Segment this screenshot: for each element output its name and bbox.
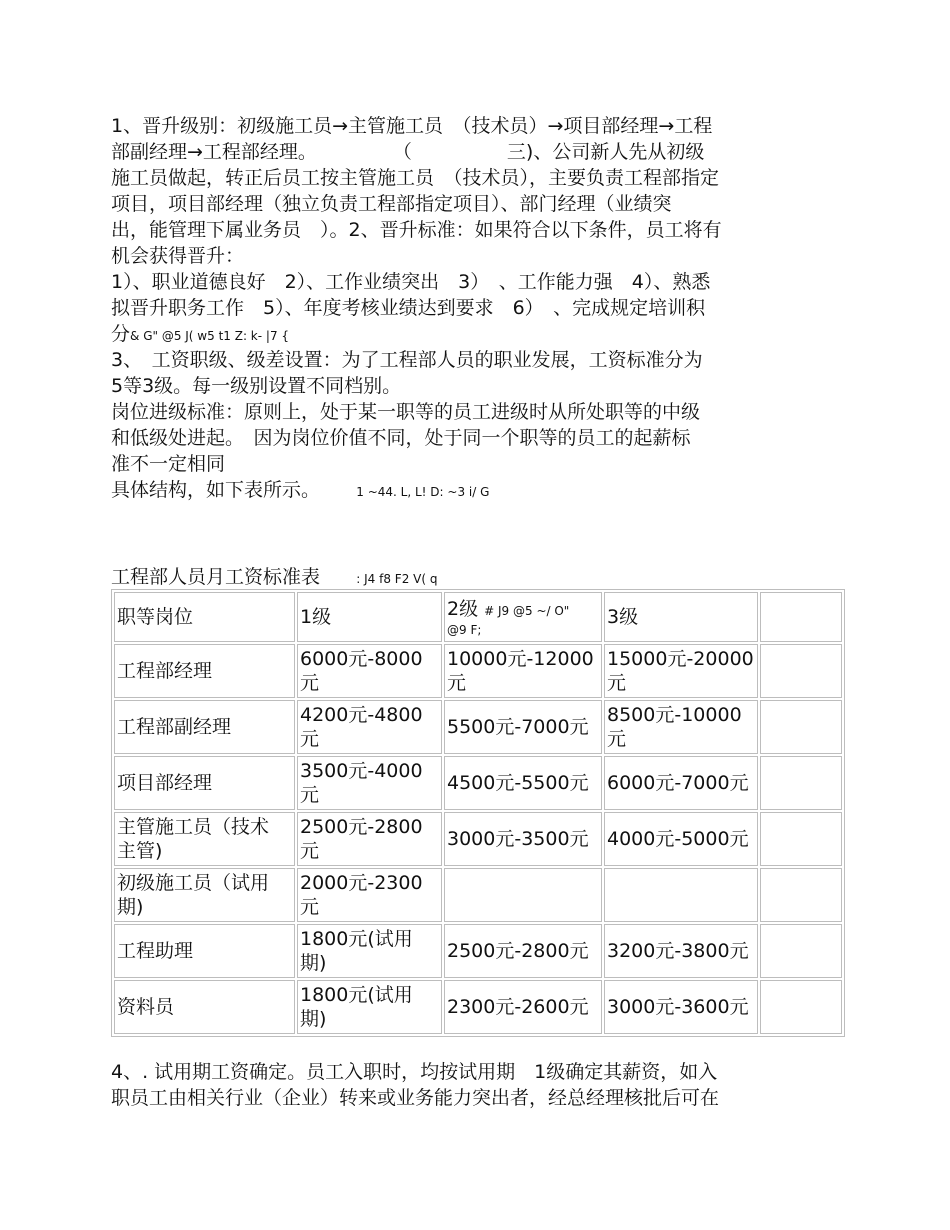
- cell-text-line: 2500元-2800元: [447, 940, 589, 962]
- cell-text-line: 1800元(试用: [300, 984, 413, 1006]
- text-line: 1）、职业道德良好 2）、工作业绩突出 3） 、工作能力强 4）、熟悉: [111, 271, 711, 293]
- cell-level2: [444, 868, 602, 922]
- cell-empty: [760, 644, 842, 698]
- text-line: 和低级处进起。 因为岗位价值不同，处于同一个职等的员工的起薪标: [111, 427, 691, 449]
- cell-post: [114, 980, 295, 1034]
- table-row: [114, 980, 842, 1034]
- cell-level3: [604, 644, 758, 698]
- cell-text-line: 工程助理: [117, 940, 194, 962]
- cell-text-line: 元: [300, 840, 320, 862]
- cell-level2: [444, 644, 602, 698]
- cell-text-line: 主管施工员（技术: [117, 816, 270, 838]
- cell-text-line: 3000元-3500元: [447, 828, 589, 850]
- header-cell-empty: [760, 592, 842, 642]
- cell-text-line: 4500元-5500元: [447, 772, 589, 794]
- table-row: [114, 868, 842, 922]
- cell-level3: [604, 924, 758, 978]
- cell-post: [114, 868, 295, 922]
- text-line: 3、 工资职级、级差设置：为了工程部人员的职业发展，工资标准分为: [111, 349, 703, 371]
- text-line: 部副经理→工程部经理。 （ 三)、公司新人先从初级: [111, 141, 705, 163]
- cell-text-line: 初级施工员（试用: [117, 872, 270, 894]
- cell-text-line: 元: [447, 672, 467, 694]
- cell-post: [114, 924, 295, 978]
- text-fragment: 分: [111, 323, 131, 345]
- text-line: 5等3级。每一级别设置不同档别。: [111, 375, 402, 397]
- table-row: [114, 924, 842, 978]
- cell-text-line: 1800元(试用: [300, 928, 413, 950]
- cell-text-line: 2300元-2600元: [447, 996, 589, 1018]
- intro-paragraph: [111, 113, 811, 503]
- table-row: [114, 644, 842, 698]
- cell-text-line: 工程部副经理: [117, 716, 232, 738]
- cell-text-line: 3000元-3600元: [607, 996, 749, 1018]
- cell-level2: [444, 812, 602, 866]
- cell-level3: [604, 980, 758, 1034]
- header-level2-label: 2级: [447, 597, 479, 620]
- text-line: 4、. 试用期工资确定。员工入职时，均按试用期 1级确定其薪资，如入: [111, 1061, 718, 1083]
- cell-empty: [760, 756, 842, 810]
- cell-text-line: 元: [607, 728, 627, 750]
- cell-text-line: 元: [300, 728, 320, 750]
- cell-level3: [604, 700, 758, 754]
- cell-level2: [444, 756, 602, 810]
- cell-text-line: 资料员: [117, 996, 175, 1018]
- text-fragment: 具体结构，如下表所示。: [111, 479, 321, 501]
- caption-text: 工程部人员月工资标准表: [111, 566, 321, 588]
- cell-text-line: 元: [300, 672, 320, 694]
- cell-text-line: 5500元-7000元: [447, 716, 589, 738]
- cell-level1: [297, 812, 442, 866]
- cell-level1: [297, 924, 442, 978]
- outro-paragraph: [111, 1059, 811, 1111]
- cell-text-line: 期): [300, 1008, 327, 1030]
- cell-text-line: 6000元-7000元: [607, 772, 749, 794]
- text-line: [111, 477, 811, 503]
- text-line: 项目，项目部经理（独立负责工程部指定项目）、部门经理（业绩突: [111, 193, 672, 215]
- text-line: [111, 321, 811, 347]
- header-cell-level1: 1级: [297, 592, 442, 642]
- text-line: 岗位进级标准：原则上，处于某一职等的员工进级时从所处职等的中级: [111, 401, 701, 423]
- cell-level1: [297, 756, 442, 810]
- cell-text-line: 主管): [117, 840, 163, 862]
- cell-post: [114, 644, 295, 698]
- cell-empty: [760, 868, 842, 922]
- cell-post: [114, 812, 295, 866]
- text-line: 准不一定相同: [111, 453, 226, 475]
- header-cell-level3: 3级: [604, 592, 758, 642]
- cell-text-line: 期): [117, 896, 144, 918]
- cell-level2: [444, 700, 602, 754]
- salary-table: [111, 589, 845, 1037]
- noise-text: # J9 @5 ~/ O": [484, 603, 570, 618]
- cell-text-line: 3500元-4000: [300, 760, 423, 782]
- cell-empty: [760, 980, 842, 1034]
- header-cell-level2: [444, 592, 602, 642]
- header-cell-post: 职等岗位: [114, 592, 295, 642]
- cell-level1: [297, 980, 442, 1034]
- cell-text-line: 工程部经理: [117, 660, 213, 682]
- noise-text: @9 F;: [447, 622, 482, 637]
- cell-text-line: 15000元-20000: [607, 648, 754, 670]
- text-line: 出，能管理下属业务员 ）。2、晋升标准：如果符合以下条件，员工将有: [111, 219, 722, 241]
- cell-level2: [444, 980, 602, 1034]
- table-row: [114, 812, 842, 866]
- cell-text-line: 10000元-12000: [447, 648, 594, 670]
- text-line: 机会获得晋升：: [111, 245, 245, 267]
- table-header-row: [114, 592, 842, 642]
- cell-text-line: 3200元-3800元: [607, 940, 749, 962]
- text-line: 职员工由相关行业（企业）转来或业务能力突出者，经总经理核批后可在: [111, 1087, 720, 1109]
- cell-level1: [297, 868, 442, 922]
- table-body: [114, 644, 842, 1034]
- cell-level2: [444, 924, 602, 978]
- cell-level3: [604, 868, 758, 922]
- cell-text-line: 2000元-2300: [300, 872, 423, 894]
- cell-empty: [760, 924, 842, 978]
- cell-text-line: 项目部经理: [117, 772, 213, 794]
- text-line: 拟晋升职务工作 5）、年度考核业绩达到要求 6） 、完成规定培训积: [111, 297, 706, 319]
- cell-post: [114, 756, 295, 810]
- table-row: [114, 700, 842, 754]
- text-line: 施工员做起，转正后员工按主管施工员 （技术员），主要负责工程部指定: [111, 167, 720, 189]
- cell-text-line: 6000元-8000: [300, 648, 423, 670]
- cell-level1: [297, 700, 442, 754]
- cell-text-line: 2500元-2800: [300, 816, 423, 838]
- noise-text: 1 ~44. L, L! D: ~3 i/ G: [356, 485, 490, 499]
- table-caption: [111, 565, 437, 591]
- noise-text: : J4 f8 F2 V( q: [356, 572, 438, 586]
- cell-text-line: 4000元-5000元: [607, 828, 749, 850]
- cell-level3: [604, 812, 758, 866]
- cell-text-line: 元: [300, 784, 320, 806]
- text-line: 1、晋升级别：初级施工员→主管施工员 （技术员）→项目部经理→工程: [111, 115, 713, 137]
- cell-text-line: 元: [300, 896, 320, 918]
- cell-level3: [604, 756, 758, 810]
- cell-text-line: 期): [300, 952, 327, 974]
- table-row: [114, 756, 842, 810]
- cell-text-line: 8500元-10000: [607, 704, 742, 726]
- cell-empty: [760, 812, 842, 866]
- cell-text-line: 4200元-4800: [300, 704, 423, 726]
- cell-level1: [297, 644, 442, 698]
- noise-text: & G" @5 J( w5 t1 Z: k- |7 {: [130, 329, 290, 343]
- cell-post: [114, 700, 295, 754]
- cell-empty: [760, 700, 842, 754]
- cell-text-line: 元: [607, 672, 627, 694]
